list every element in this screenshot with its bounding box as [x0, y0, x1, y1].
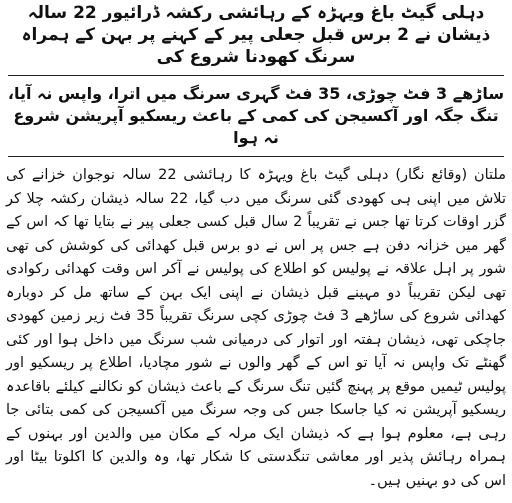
divider-bottom: [8, 156, 504, 157]
subheadline: ساڑھے 3 فٹ چوڑی، 35 فٹ گہری سرنگ میں اترا، واپس نہ آیا، تنگ جگہ اور آکسیجن کی کمی کے باعث ریسکیو آپریشن شروع نہ ہوا: [7, 84, 505, 147]
article-body: ملتان (وقائع نگار) دہلی گیٹ باغ ویہڑہ کا رہائشی 22 سالہ نوجوان خزانے کی تلاش میں اپنی ہی کھودی گئی سرنگ میں دب گیا، 22 سالہ ذیشان رکشہ چلا کر گزر اوقات کرتا تھا جس نے تقریباً 2 سال قبل کسی جعلی پیر نے بتایا تھا کہ اس کے گھر میں خزانہ دفن ہے جس پر اس نے دو برس قبل کھدائی کی کوشش کی تھی شور پر اہل علاقہ نے پولیس کو اطلاع کی پولیس نے آکر اس وقت کھدائی رکوادی تھی لیکن تقریباً دو مہینے قبل ذیشان نے اپنی ایک بہن کے ساتھ مل کر دوبارہ کھدائی شروع کی ساڑھے 3 فٹ چوڑی کچی سرنگ تقریباً 35 فٹ زیر زمین کھودی جاچکی تھی، ذیشان ہفتہ اور اتوار کی درمیانی شب سرنگ میں داخل ہوا اور کئی گھنٹے تک واپس نہ آیا تو اس کے گھر والوں نے شور مچادیا، اطلاع پر ریسکیو اور پولیس ٹیمیں موقع پر پہنچ گئیں تنگ سرنگ کے باعث ذیشان کو نکالنے کیلئے باقاعدہ ریسکیو آپریشن نہ کیا جاسکا جس کی وجہ سرنگ میں آکسیجن کی کمی بتائی جا رہی ہے، معلوم ہوا ہے کہ ذیشان ایک مرلہ کے مکان میں والدین اور بہنوں کے ہمراہ رہائش پذیر اور معاشی تنگدستی کا شکار تھا، وہ والدین کا اکلوتا بیٹا اور اس کی دو بہنیں ہیں۔: [6, 167, 507, 489]
headline: دہلی گیٹ باغ ویہڑہ کے رہائشی رکشہ ڈرائیور 22 سالہ ذیشان نے 2 برس قبل جعلی پیر کے کہنے پر بہن کے ہمراہ سرنگ کھودنا شروع کی: [21, 3, 491, 67]
divider-top: [8, 75, 504, 76]
